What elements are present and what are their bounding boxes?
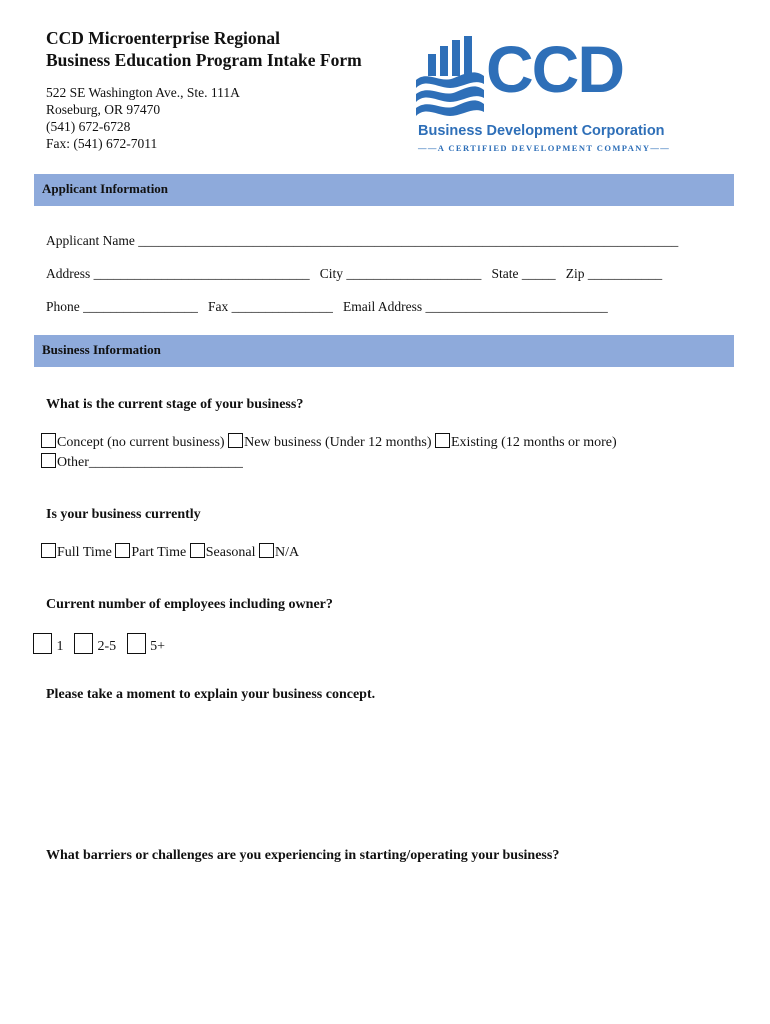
stage-existing-checkbox[interactable]	[435, 433, 450, 448]
business-section-header	[34, 335, 734, 367]
bar-chart-wave-icon	[414, 36, 486, 120]
stage-other-checkbox[interactable]	[41, 453, 56, 468]
schedule-question: Is your business currently	[46, 507, 201, 522]
employee-options	[33, 633, 165, 655]
stage-other-label: Other	[57, 455, 89, 470]
city-label: City	[319, 266, 344, 281]
employees-2-5-label: 2-5	[97, 639, 117, 654]
organization-address	[46, 84, 240, 152]
employees-2-5-checkbox[interactable]	[74, 633, 93, 654]
stage-concept-label: Concept (no current business)	[57, 435, 225, 450]
logo-brand-text: CCD	[486, 32, 623, 106]
full-time-label: Full Time	[57, 545, 112, 560]
applicant-section-header	[34, 174, 734, 206]
form-title	[46, 27, 362, 71]
address-street: 522 SE Washington Ave., Ste. 111A	[46, 85, 240, 100]
fax-field[interactable]: _______________	[231, 299, 333, 314]
email-label: Email Address	[343, 299, 423, 314]
applicant-name-row	[46, 233, 678, 249]
address-field[interactable]: ________________________________	[93, 266, 310, 281]
zip-label: Zip	[565, 266, 585, 281]
stage-new-label: New business (Under 12 months)	[244, 435, 432, 450]
applicant-name-label: Applicant Name	[46, 233, 135, 248]
ccd-logo	[414, 32, 671, 156]
concept-answer-area[interactable]	[46, 712, 726, 832]
email-field[interactable]: ___________________________	[425, 299, 608, 314]
logo-subtitle: Business Development Corporation	[418, 123, 665, 139]
fax-label: Fax	[208, 299, 229, 314]
applicant-name-field[interactable]: ________________________________________________________________________________	[138, 233, 679, 248]
logo-tagline: ——A CERTIFIED DEVELOPMENT COMPANY——	[418, 143, 671, 153]
stage-options-row1	[41, 433, 617, 451]
zip-field[interactable]: ___________	[587, 266, 663, 281]
stage-other-field[interactable]: ______________________	[88, 455, 243, 470]
address-fax: Fax: (541) 672-7011	[46, 136, 158, 151]
stage-existing-label: Existing (12 months or more)	[451, 435, 617, 450]
business-section-title: Business Information	[42, 342, 161, 357]
applicant-section-title: Applicant Information	[42, 181, 169, 196]
seasonal-label: Seasonal	[205, 545, 256, 560]
stage-options-row2	[41, 453, 243, 471]
seasonal-checkbox[interactable]	[190, 543, 205, 558]
state-field[interactable]: _____	[521, 266, 556, 281]
na-label: N/A	[275, 545, 300, 560]
form-title-line2: Business Education Program Intake Form	[46, 50, 362, 70]
phone-field[interactable]: _________________	[83, 299, 198, 314]
schedule-options	[41, 543, 299, 561]
concept-question: Please take a moment to explain your business concept.	[46, 687, 376, 702]
na-checkbox[interactable]	[259, 543, 274, 558]
employees-1-label: 1	[56, 639, 64, 654]
address-phone: (541) 672-6728	[46, 119, 131, 134]
state-label: State	[491, 266, 519, 281]
part-time-checkbox[interactable]	[115, 543, 130, 558]
full-time-checkbox[interactable]	[41, 543, 56, 558]
city-field[interactable]: ____________________	[346, 266, 482, 281]
stage-concept-checkbox[interactable]	[41, 433, 56, 448]
barriers-answer-area[interactable]	[46, 874, 726, 1004]
employees-5-plus-checkbox[interactable]	[127, 633, 146, 654]
address-label: Address	[46, 266, 91, 281]
stage-new-checkbox[interactable]	[228, 433, 243, 448]
contact-row	[46, 299, 608, 315]
address-city: Roseburg, OR 97470	[46, 102, 161, 117]
stage-question: What is the current stage of your business?	[46, 397, 304, 412]
employees-5-plus-label: 5+	[150, 639, 166, 654]
barriers-question: What barriers or challenges are you experiencing in starting/operating your business?	[46, 848, 560, 863]
address-row	[46, 266, 662, 282]
employees-question: Current number of employees including owner?	[46, 597, 333, 612]
part-time-label: Part Time	[131, 545, 187, 560]
employees-1-checkbox[interactable]	[33, 633, 52, 654]
phone-label: Phone	[46, 299, 80, 314]
form-title-line1: CCD Microenterprise Regional	[46, 28, 280, 48]
